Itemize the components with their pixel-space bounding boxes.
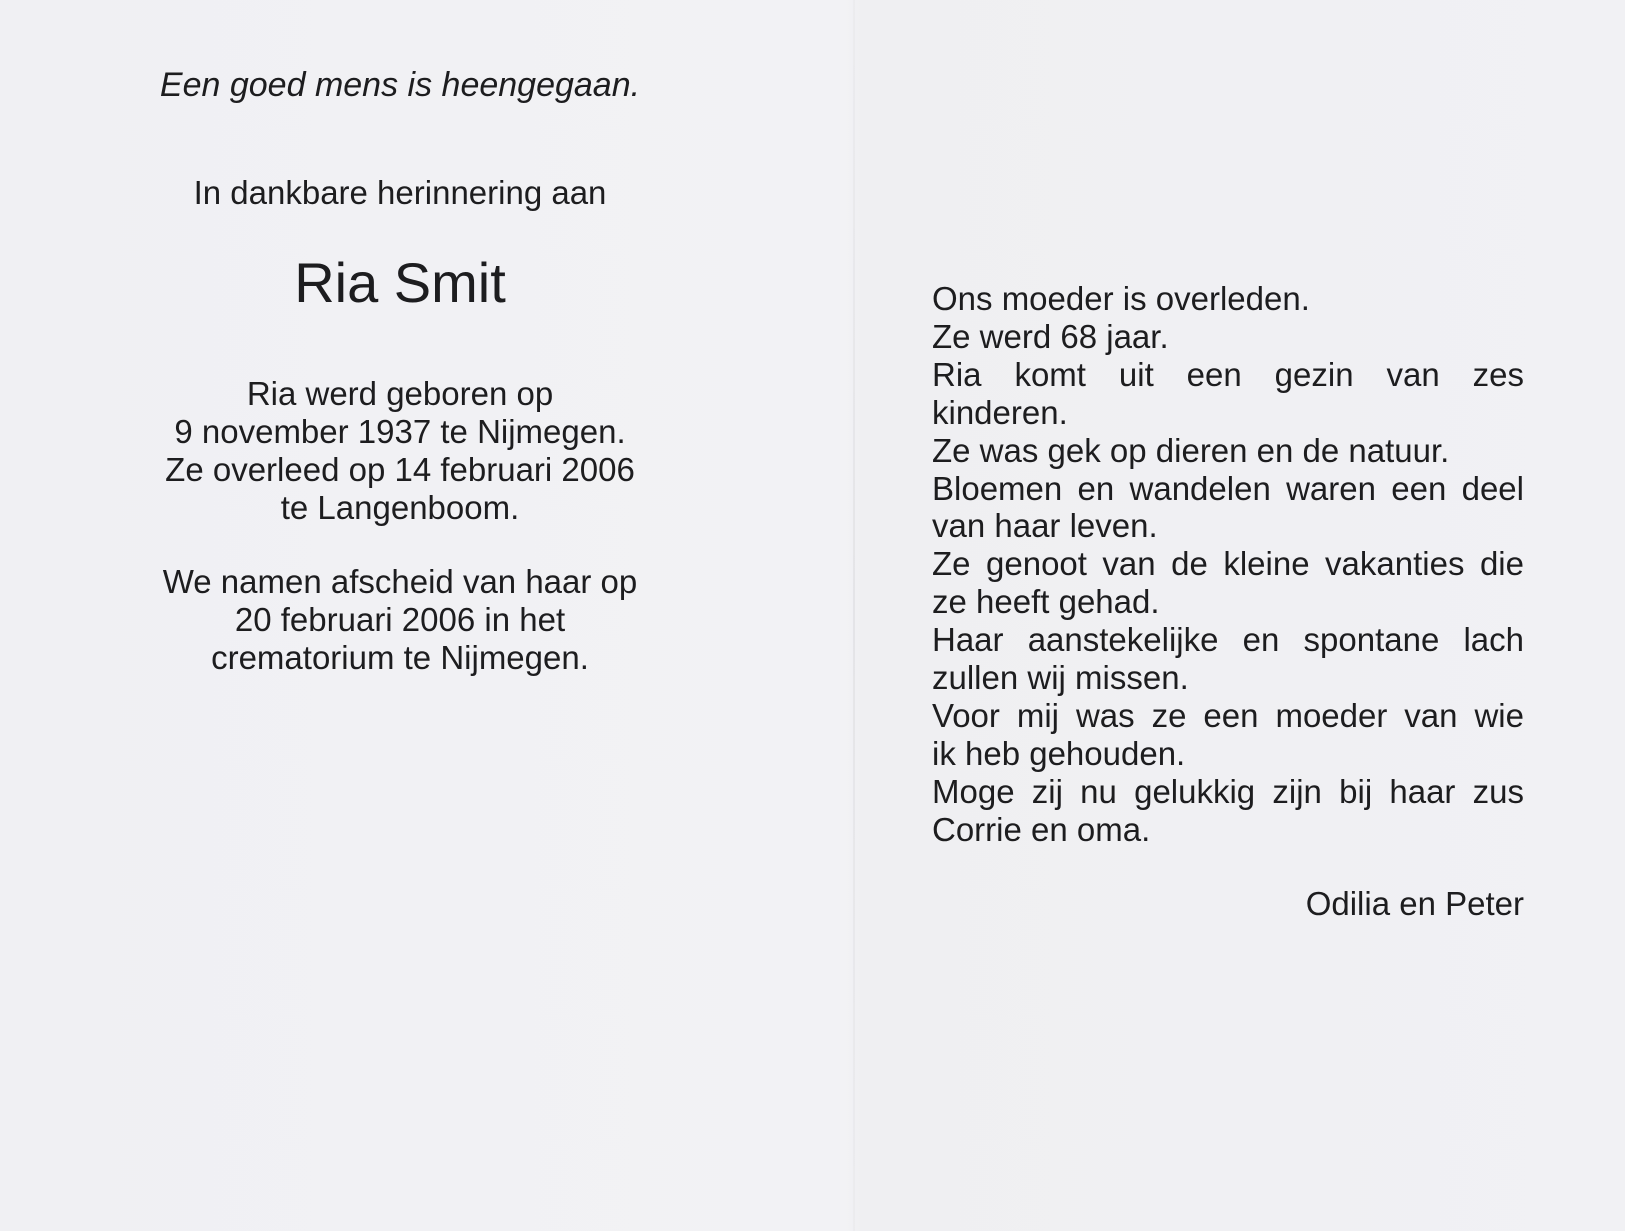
poem-line: Ze was gek op dieren en de natuur. (932, 431, 1450, 469)
text-line: We namen afscheid van haar op (162, 563, 638, 600)
signature: Odilia en Peter (1305, 884, 1524, 922)
poem-line: Ria komt uit een gezin van zes (932, 355, 1524, 393)
left-panel (120, 55, 680, 677)
motto: Een goed mens is heengegaan. (159, 66, 641, 104)
poem (932, 280, 1524, 849)
right-panel (932, 280, 1524, 923)
card-fold-line (853, 0, 855, 1231)
text-line: 9 november 1937 te Nijmegen. (174, 413, 626, 450)
poem-line: Corrie en oma. (932, 810, 1151, 848)
poem-line: zullen wij missen. (932, 659, 1189, 697)
poem-line: Bloemen en wandelen waren een deel (932, 469, 1524, 507)
farewell-paragraph (120, 563, 680, 677)
text-line: Ria werd geboren op (246, 375, 554, 412)
text-line: Ze overleed op 14 februari 2006 (165, 451, 635, 488)
poem-line: ik heb gehouden. (932, 734, 1186, 772)
intro-text: In dankbare herinnering aan (193, 174, 607, 211)
deceased-name: Ria Smit (294, 251, 506, 314)
text-line: 20 februari 2006 in het (234, 601, 566, 638)
poem-line: Moge zij nu gelukkig zijn bij haar zus (932, 772, 1524, 810)
poem-line: kinderen. (932, 393, 1068, 431)
birth-death-paragraph (120, 375, 680, 527)
poem-line: van haar leven. (932, 507, 1158, 545)
text-line: crematorium te Nijmegen. (211, 639, 589, 676)
poem-line: Ze genoot van de kleine vakanties die (932, 545, 1524, 583)
poem-line: Ze werd 68 jaar. (932, 317, 1169, 355)
text-line: te Langenboom. (280, 489, 520, 526)
poem-line: Ons moeder is overleden. (932, 280, 1310, 317)
poem-line: Haar aanstekelijke en spontane lach (932, 621, 1524, 659)
poem-line: Voor mij was ze een moeder van wie (932, 696, 1524, 734)
poem-line: ze heeft gehad. (932, 583, 1160, 621)
